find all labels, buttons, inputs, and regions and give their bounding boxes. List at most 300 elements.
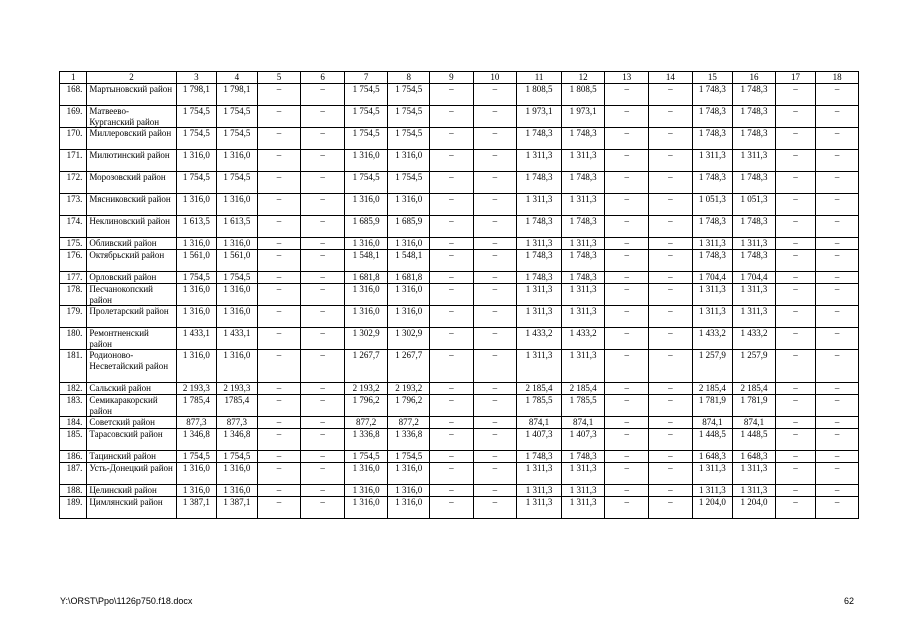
- value-cell: –: [473, 150, 517, 172]
- value-cell: 1 311,3: [517, 306, 562, 328]
- district-name: Тарасовский район: [87, 429, 176, 451]
- value-cell: 1 336,8: [388, 429, 430, 451]
- row-number: 175.: [60, 238, 87, 250]
- value-cell: 1 685,9: [388, 216, 430, 238]
- value-cell: –: [649, 350, 693, 383]
- district-name: Октябрьский район: [87, 250, 176, 272]
- value-cell: –: [605, 429, 649, 451]
- value-cell: –: [649, 451, 693, 463]
- value-cell: –: [605, 485, 649, 497]
- value-cell: –: [430, 306, 474, 328]
- table-row: [60, 150, 859, 172]
- value-cell: 877,3: [217, 417, 258, 429]
- value-cell: –: [430, 350, 474, 383]
- value-cell: –: [649, 395, 693, 417]
- value-cell: –: [301, 172, 345, 194]
- value-cell: –: [301, 272, 345, 284]
- value-cell: 1 748,3: [733, 216, 776, 238]
- value-cell: 1 748,3: [561, 272, 605, 284]
- row-number: 186.: [60, 451, 87, 463]
- value-cell: 1 316,0: [344, 238, 388, 250]
- value-cell: –: [605, 84, 649, 106]
- table-row: [60, 485, 859, 497]
- value-cell: 1 316,0: [217, 284, 258, 306]
- table-row: [60, 417, 859, 429]
- value-cell: –: [430, 284, 474, 306]
- value-cell: –: [473, 395, 517, 417]
- column-header: 14: [649, 72, 693, 84]
- value-cell: –: [775, 216, 816, 238]
- value-cell: –: [473, 417, 517, 429]
- value-cell: –: [775, 429, 816, 451]
- value-cell: 1 311,3: [561, 497, 605, 519]
- value-cell: 1 754,5: [176, 106, 217, 128]
- value-cell: –: [430, 172, 474, 194]
- row-number: 180.: [60, 328, 87, 350]
- value-cell: 1 798,1: [217, 84, 258, 106]
- value-cell: 1 748,3: [561, 250, 605, 272]
- value-cell: 1 316,0: [176, 350, 217, 383]
- row-number: 174.: [60, 216, 87, 238]
- value-cell: 1 316,0: [176, 485, 217, 497]
- value-cell: –: [605, 194, 649, 216]
- value-cell: –: [473, 350, 517, 383]
- value-cell: –: [301, 395, 345, 417]
- value-cell: 1 748,3: [692, 250, 733, 272]
- value-cell: 1 748,3: [692, 84, 733, 106]
- value-cell: 1 748,3: [692, 216, 733, 238]
- value-cell: –: [775, 172, 816, 194]
- value-cell: 1 407,3: [517, 429, 562, 451]
- value-cell: 1 316,0: [344, 150, 388, 172]
- value-cell: –: [430, 216, 474, 238]
- district-name: Песчанокопский район: [87, 284, 176, 306]
- value-cell: –: [473, 284, 517, 306]
- value-cell: 1 407,3: [561, 429, 605, 451]
- value-cell: –: [649, 463, 693, 485]
- value-cell: –: [775, 417, 816, 429]
- table-row: [60, 350, 859, 383]
- value-cell: –: [473, 328, 517, 350]
- value-cell: –: [649, 150, 693, 172]
- value-cell: –: [430, 451, 474, 463]
- value-cell: 1 316,0: [217, 350, 258, 383]
- value-cell: –: [775, 383, 816, 395]
- value-cell: 1 808,5: [561, 84, 605, 106]
- district-name: Обливский район: [87, 238, 176, 250]
- value-cell: –: [473, 485, 517, 497]
- value-cell: 1 754,5: [344, 128, 388, 150]
- district-name: Морозовский район: [87, 172, 176, 194]
- value-cell: 1 433,2: [733, 328, 776, 350]
- file-path: Y:\ORST\Ppo\1126p750.f18.docx: [60, 596, 193, 606]
- column-header: 13: [605, 72, 649, 84]
- column-header: 7: [344, 72, 388, 84]
- value-cell: –: [430, 395, 474, 417]
- value-cell: –: [257, 194, 301, 216]
- value-cell: –: [605, 128, 649, 150]
- value-cell: 1 316,0: [176, 284, 217, 306]
- value-cell: –: [605, 216, 649, 238]
- value-cell: 1 311,3: [561, 306, 605, 328]
- value-cell: 2 193,3: [176, 383, 217, 395]
- value-cell: –: [301, 306, 345, 328]
- value-cell: 1 613,5: [217, 216, 258, 238]
- value-cell: –: [301, 150, 345, 172]
- value-cell: 1 796,2: [344, 395, 388, 417]
- value-cell: –: [301, 216, 345, 238]
- value-cell: 1 311,3: [692, 284, 733, 306]
- value-cell: –: [816, 451, 859, 463]
- value-cell: 1 311,3: [733, 463, 776, 485]
- value-cell: 1 681,8: [344, 272, 388, 284]
- value-cell: –: [649, 485, 693, 497]
- value-cell: –: [816, 150, 859, 172]
- value-cell: 1 316,0: [176, 150, 217, 172]
- row-number: 171.: [60, 150, 87, 172]
- column-header: 18: [816, 72, 859, 84]
- value-cell: –: [605, 284, 649, 306]
- row-number: 170.: [60, 128, 87, 150]
- value-cell: –: [605, 106, 649, 128]
- row-number: 169.: [60, 106, 87, 128]
- value-cell: –: [301, 485, 345, 497]
- value-cell: 1 648,3: [733, 451, 776, 463]
- value-cell: 1 387,1: [176, 497, 217, 519]
- value-cell: –: [473, 451, 517, 463]
- value-cell: –: [430, 150, 474, 172]
- value-cell: 1 796,2: [388, 395, 430, 417]
- value-cell: 1 748,3: [692, 106, 733, 128]
- value-cell: 1 311,3: [561, 350, 605, 383]
- row-number: 168.: [60, 84, 87, 106]
- value-cell: 1 448,5: [692, 429, 733, 451]
- value-cell: 1 613,5: [176, 216, 217, 238]
- value-cell: –: [775, 306, 816, 328]
- value-cell: –: [649, 497, 693, 519]
- value-cell: 1 311,3: [561, 238, 605, 250]
- table-row: [60, 451, 859, 463]
- column-header: 11: [517, 72, 562, 84]
- table-row: [60, 306, 859, 328]
- value-cell: 1 311,3: [733, 306, 776, 328]
- value-cell: –: [301, 250, 345, 272]
- value-cell: 1 311,3: [517, 284, 562, 306]
- value-cell: –: [605, 150, 649, 172]
- value-cell: –: [257, 383, 301, 395]
- value-cell: –: [775, 150, 816, 172]
- value-cell: 1 754,5: [176, 172, 217, 194]
- value-cell: –: [649, 216, 693, 238]
- value-cell: –: [649, 383, 693, 395]
- column-header: 15: [692, 72, 733, 84]
- value-cell: 1 748,3: [733, 172, 776, 194]
- value-cell: –: [605, 350, 649, 383]
- value-cell: 1 311,3: [517, 463, 562, 485]
- value-cell: 1 316,0: [388, 284, 430, 306]
- value-cell: –: [816, 429, 859, 451]
- row-number: 177.: [60, 272, 87, 284]
- value-cell: 1 316,0: [176, 463, 217, 485]
- value-cell: 1 257,9: [692, 350, 733, 383]
- district-name: Неклиновский район: [87, 216, 176, 238]
- value-cell: –: [430, 485, 474, 497]
- value-cell: 1 311,3: [561, 485, 605, 497]
- row-number: 182.: [60, 383, 87, 395]
- value-cell: 1 316,0: [217, 463, 258, 485]
- value-cell: –: [649, 128, 693, 150]
- value-cell: –: [816, 84, 859, 106]
- value-cell: –: [301, 84, 345, 106]
- value-cell: 1 267,7: [388, 350, 430, 383]
- table-row: [60, 84, 859, 106]
- value-cell: 1 316,0: [217, 485, 258, 497]
- value-cell: –: [257, 172, 301, 194]
- column-header: 5: [257, 72, 301, 84]
- value-cell: 1 204,0: [692, 497, 733, 519]
- value-cell: 1 561,0: [217, 250, 258, 272]
- value-cell: –: [605, 395, 649, 417]
- value-cell: –: [775, 485, 816, 497]
- value-cell: –: [473, 272, 517, 284]
- value-cell: 1 311,3: [517, 238, 562, 250]
- value-cell: 1 754,5: [217, 272, 258, 284]
- value-cell: –: [473, 429, 517, 451]
- value-cell: –: [473, 306, 517, 328]
- value-cell: 1 754,5: [176, 451, 217, 463]
- value-cell: –: [430, 417, 474, 429]
- value-cell: –: [649, 106, 693, 128]
- value-cell: 1 311,3: [517, 150, 562, 172]
- row-number: 189.: [60, 497, 87, 519]
- value-cell: –: [430, 463, 474, 485]
- district-name: Целинский район: [87, 485, 176, 497]
- value-cell: –: [257, 106, 301, 128]
- value-cell: 1 316,0: [176, 238, 217, 250]
- value-cell: 1 785,4: [176, 395, 217, 417]
- value-cell: –: [605, 463, 649, 485]
- value-cell: –: [816, 328, 859, 350]
- value-cell: 1785,4: [217, 395, 258, 417]
- value-cell: –: [430, 383, 474, 395]
- value-cell: –: [775, 194, 816, 216]
- value-cell: 1 754,5: [388, 84, 430, 106]
- district-name: Матвеево-Курганский район: [87, 106, 176, 128]
- value-cell: 1 748,3: [517, 128, 562, 150]
- value-cell: –: [816, 350, 859, 383]
- value-cell: –: [605, 272, 649, 284]
- value-cell: –: [257, 417, 301, 429]
- value-cell: –: [301, 284, 345, 306]
- value-cell: 1 748,3: [517, 172, 562, 194]
- value-cell: 1 748,3: [517, 250, 562, 272]
- value-cell: 1 316,0: [217, 150, 258, 172]
- value-cell: –: [605, 451, 649, 463]
- row-number: 176.: [60, 250, 87, 272]
- value-cell: 1 808,5: [517, 84, 562, 106]
- value-cell: –: [301, 429, 345, 451]
- value-cell: –: [816, 306, 859, 328]
- table-row: [60, 328, 859, 350]
- value-cell: –: [430, 429, 474, 451]
- value-cell: –: [816, 250, 859, 272]
- value-cell: 1 316,0: [344, 306, 388, 328]
- value-cell: 1 748,3: [733, 128, 776, 150]
- value-cell: 1 433,1: [217, 328, 258, 350]
- value-cell: –: [775, 238, 816, 250]
- table-row: [60, 172, 859, 194]
- value-cell: –: [649, 250, 693, 272]
- value-cell: –: [430, 194, 474, 216]
- value-cell: 1 548,1: [344, 250, 388, 272]
- value-cell: –: [257, 350, 301, 383]
- value-cell: 1 316,0: [217, 306, 258, 328]
- value-cell: –: [816, 172, 859, 194]
- value-cell: 1 754,5: [388, 172, 430, 194]
- row-number: 173.: [60, 194, 87, 216]
- value-cell: 1 704,4: [692, 272, 733, 284]
- value-cell: 1 785,5: [561, 395, 605, 417]
- district-name: Семикаракорский район: [87, 395, 176, 417]
- value-cell: 1 311,3: [517, 485, 562, 497]
- value-cell: –: [473, 194, 517, 216]
- value-cell: 1 754,5: [344, 451, 388, 463]
- column-header: 6: [301, 72, 345, 84]
- value-cell: 877,3: [176, 417, 217, 429]
- value-cell: –: [473, 128, 517, 150]
- value-cell: –: [649, 417, 693, 429]
- value-cell: 1 433,2: [692, 328, 733, 350]
- column-header: 8: [388, 72, 430, 84]
- column-header: 12: [561, 72, 605, 84]
- value-cell: –: [605, 383, 649, 395]
- value-cell: 1 754,5: [388, 451, 430, 463]
- value-cell: –: [775, 128, 816, 150]
- value-cell: 874,1: [692, 417, 733, 429]
- value-cell: –: [775, 284, 816, 306]
- value-cell: 1 311,3: [561, 284, 605, 306]
- value-cell: –: [649, 328, 693, 350]
- table-row: [60, 128, 859, 150]
- value-cell: 1 267,7: [344, 350, 388, 383]
- value-cell: 1 548,1: [388, 250, 430, 272]
- value-cell: 1 311,3: [692, 306, 733, 328]
- value-cell: –: [605, 497, 649, 519]
- column-header: 4: [217, 72, 258, 84]
- column-header: 17: [775, 72, 816, 84]
- data-table: [59, 71, 859, 519]
- value-cell: –: [473, 106, 517, 128]
- value-cell: 1 316,0: [388, 463, 430, 485]
- district-name: Усть-Донецкий район: [87, 463, 176, 485]
- value-cell: 1 302,9: [388, 328, 430, 350]
- value-cell: –: [775, 328, 816, 350]
- value-cell: 2 193,2: [344, 383, 388, 395]
- column-header: 16: [733, 72, 776, 84]
- value-cell: 1 748,3: [517, 272, 562, 284]
- value-cell: –: [816, 395, 859, 417]
- value-cell: 1 336,8: [344, 429, 388, 451]
- row-number: 172.: [60, 172, 87, 194]
- value-cell: –: [775, 272, 816, 284]
- value-cell: 1 311,3: [733, 485, 776, 497]
- value-cell: –: [775, 84, 816, 106]
- value-cell: 1 798,1: [176, 84, 217, 106]
- value-cell: –: [301, 451, 345, 463]
- column-header: 10: [473, 72, 517, 84]
- value-cell: –: [257, 485, 301, 497]
- row-number: 188.: [60, 485, 87, 497]
- value-cell: –: [649, 84, 693, 106]
- value-cell: –: [473, 497, 517, 519]
- district-name: Тацинский район: [87, 451, 176, 463]
- value-cell: –: [301, 328, 345, 350]
- value-cell: 1 754,5: [176, 272, 217, 284]
- value-cell: 1 781,9: [692, 395, 733, 417]
- value-cell: 1 316,0: [344, 485, 388, 497]
- value-cell: –: [430, 128, 474, 150]
- column-header: 2: [87, 72, 176, 84]
- value-cell: 1 748,3: [517, 451, 562, 463]
- value-cell: 1 748,3: [733, 106, 776, 128]
- value-cell: –: [775, 350, 816, 383]
- value-cell: 1 316,0: [388, 238, 430, 250]
- value-cell: –: [816, 272, 859, 284]
- value-cell: –: [257, 395, 301, 417]
- value-cell: 1 316,0: [344, 284, 388, 306]
- table-row: [60, 194, 859, 216]
- value-cell: –: [649, 272, 693, 284]
- value-cell: 877,2: [344, 417, 388, 429]
- value-cell: –: [816, 417, 859, 429]
- value-cell: 1 311,3: [517, 497, 562, 519]
- value-cell: 1 433,1: [176, 328, 217, 350]
- value-cell: –: [816, 284, 859, 306]
- value-cell: –: [257, 84, 301, 106]
- value-cell: 1 748,3: [561, 451, 605, 463]
- value-cell: –: [649, 238, 693, 250]
- table-row: [60, 383, 859, 395]
- value-cell: –: [430, 497, 474, 519]
- value-cell: –: [816, 497, 859, 519]
- value-cell: 1 433,2: [517, 328, 562, 350]
- value-cell: 1 316,0: [388, 497, 430, 519]
- value-cell: 1 316,0: [388, 194, 430, 216]
- row-number: 185.: [60, 429, 87, 451]
- value-cell: –: [816, 463, 859, 485]
- value-cell: 1 754,5: [217, 106, 258, 128]
- value-cell: 1 785,5: [517, 395, 562, 417]
- value-cell: –: [473, 84, 517, 106]
- value-cell: 2 193,3: [217, 383, 258, 395]
- value-cell: 1 648,3: [692, 451, 733, 463]
- value-cell: 1 748,3: [561, 172, 605, 194]
- value-cell: –: [816, 216, 859, 238]
- value-cell: 1 387,1: [217, 497, 258, 519]
- value-cell: 1 311,3: [733, 238, 776, 250]
- value-cell: –: [816, 128, 859, 150]
- value-cell: –: [473, 383, 517, 395]
- value-cell: –: [301, 238, 345, 250]
- value-cell: –: [257, 128, 301, 150]
- district-name: Ремонтненский район: [87, 328, 176, 350]
- value-cell: 1 448,5: [733, 429, 776, 451]
- value-cell: –: [257, 250, 301, 272]
- district-name: Родионово-Несветайский район: [87, 350, 176, 383]
- value-cell: –: [257, 306, 301, 328]
- value-cell: 1 311,3: [733, 150, 776, 172]
- value-cell: 2 193,2: [388, 383, 430, 395]
